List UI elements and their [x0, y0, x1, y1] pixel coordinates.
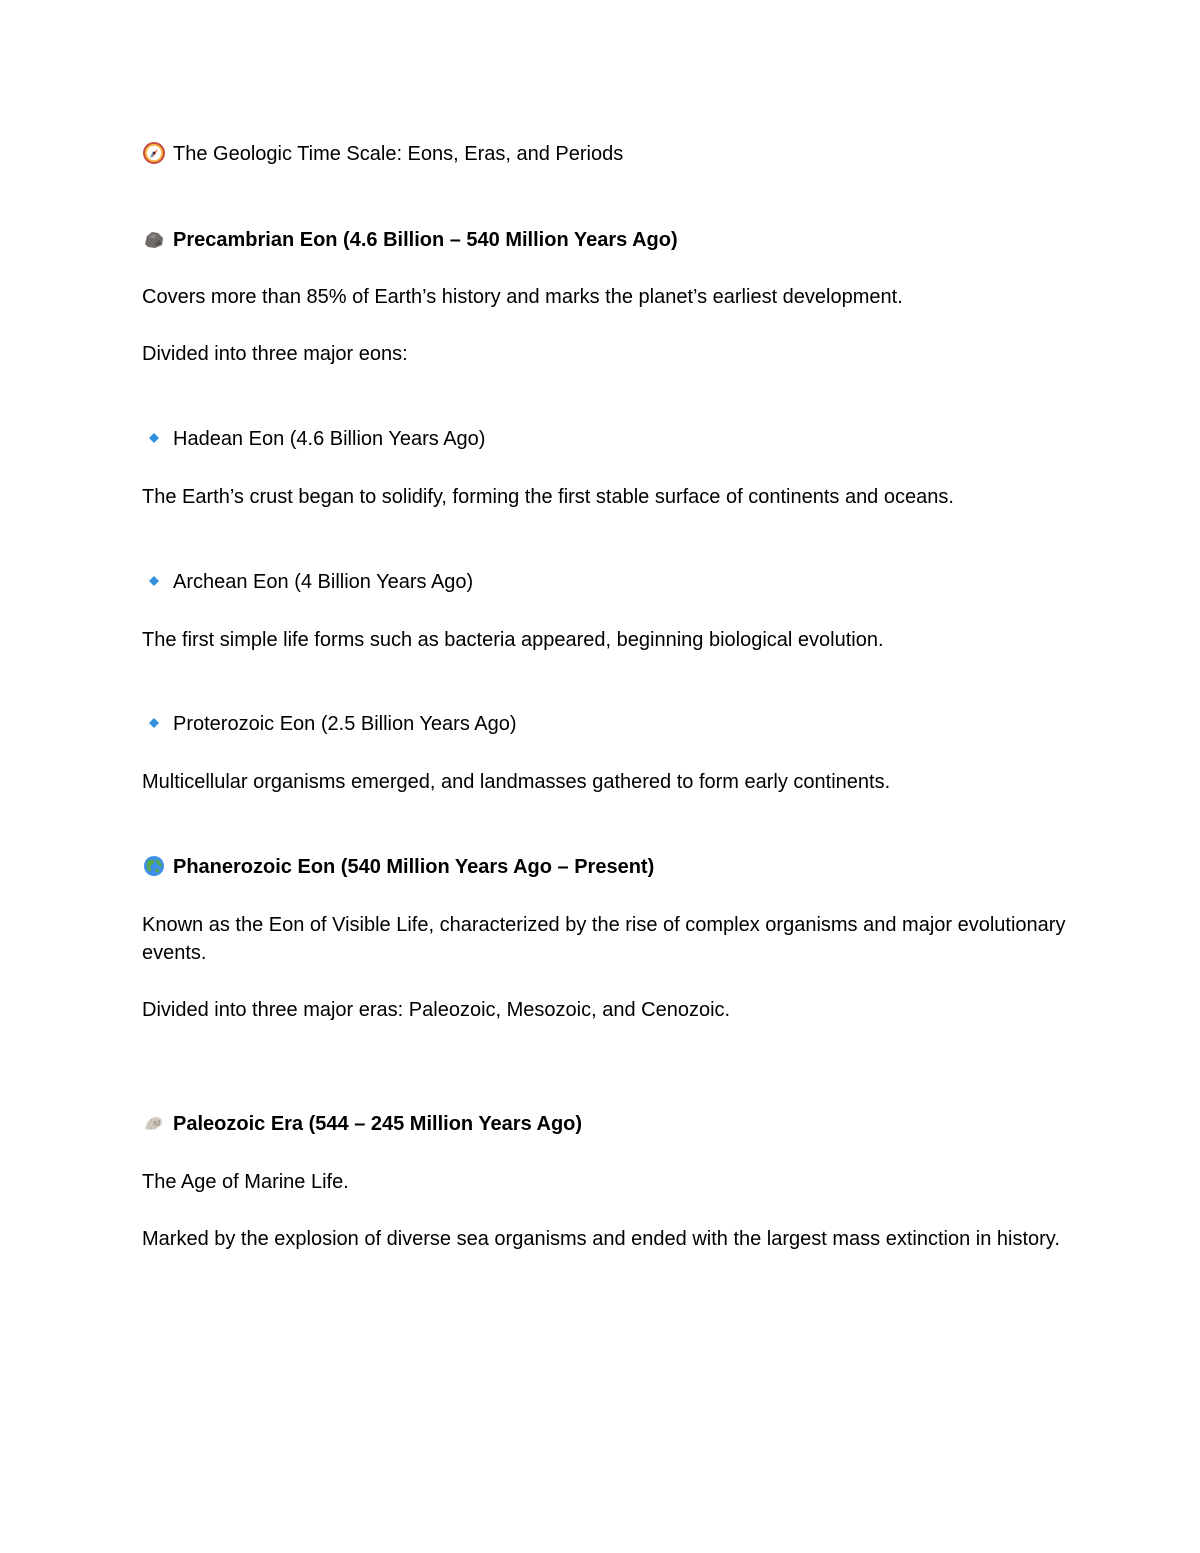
precambrian-paragraph-1: Covers more than 85% of Earth’s history and marks the planet’s earliest development.	[142, 286, 903, 308]
proterozoic-eon-heading-line	[142, 710, 1072, 738]
globe-icon	[142, 855, 166, 877]
archean-eon-heading-line	[142, 568, 1072, 596]
phanerozoic-heading: Phanerozoic Eon (540 Million Years Ago – Present)	[173, 856, 655, 878]
document-title-line	[142, 140, 1072, 168]
archean-eon-text: The first simple life forms such as bacteria appeared, beginning biological evolution.	[142, 629, 884, 651]
precambrian-heading-line	[142, 226, 1072, 254]
compass-icon	[142, 142, 166, 164]
hadean-eon-heading-line	[142, 425, 1072, 453]
phanerozoic-paragraph-1: Known as the Eon of Visible Life, characterized by the rise of complex organisms and major evolutionary events.	[142, 914, 1066, 964]
rock-icon	[142, 228, 166, 250]
hadean-eon-heading: Hadean Eon (4.6 Billion Years Ago)	[173, 428, 486, 450]
spiral-shell-icon	[142, 1112, 166, 1134]
document-title: The Geologic Time Scale: Eons, Eras, and Periods	[173, 143, 624, 165]
proterozoic-eon-text: Multicellular organisms emerged, and landmasses gathered to form early continents.	[142, 771, 891, 793]
precambrian-paragraph-2: Divided into three major eons:	[142, 343, 408, 365]
small-blue-diamond-icon	[142, 427, 166, 449]
archean-eon-heading: Archean Eon (4 Billion Years Ago)	[173, 571, 474, 593]
paleozoic-paragraph-2: Marked by the explosion of diverse sea organisms and ended with the largest mass extinction in history.	[142, 1228, 1060, 1250]
paleozoic-heading-line	[142, 1110, 1072, 1138]
precambrian-heading: Precambrian Eon (4.6 Billion – 540 Million Years Ago)	[173, 229, 678, 251]
paleozoic-heading: Paleozoic Era (544 – 245 Million Years Ago)	[173, 1113, 583, 1135]
small-blue-diamond-icon	[142, 570, 166, 592]
proterozoic-eon-heading: Proterozoic Eon (2.5 Billion Years Ago)	[173, 713, 517, 735]
small-blue-diamond-icon	[142, 712, 166, 734]
hadean-eon-text: The Earth’s crust began to solidify, forming the first stable surface of continents and oceans.	[142, 486, 954, 508]
phanerozoic-heading-line	[142, 853, 1072, 881]
phanerozoic-paragraph-2: Divided into three major eras: Paleozoic, Mesozoic, and Cenozoic.	[142, 999, 731, 1021]
paleozoic-paragraph-1: The Age of Marine Life.	[142, 1171, 349, 1193]
